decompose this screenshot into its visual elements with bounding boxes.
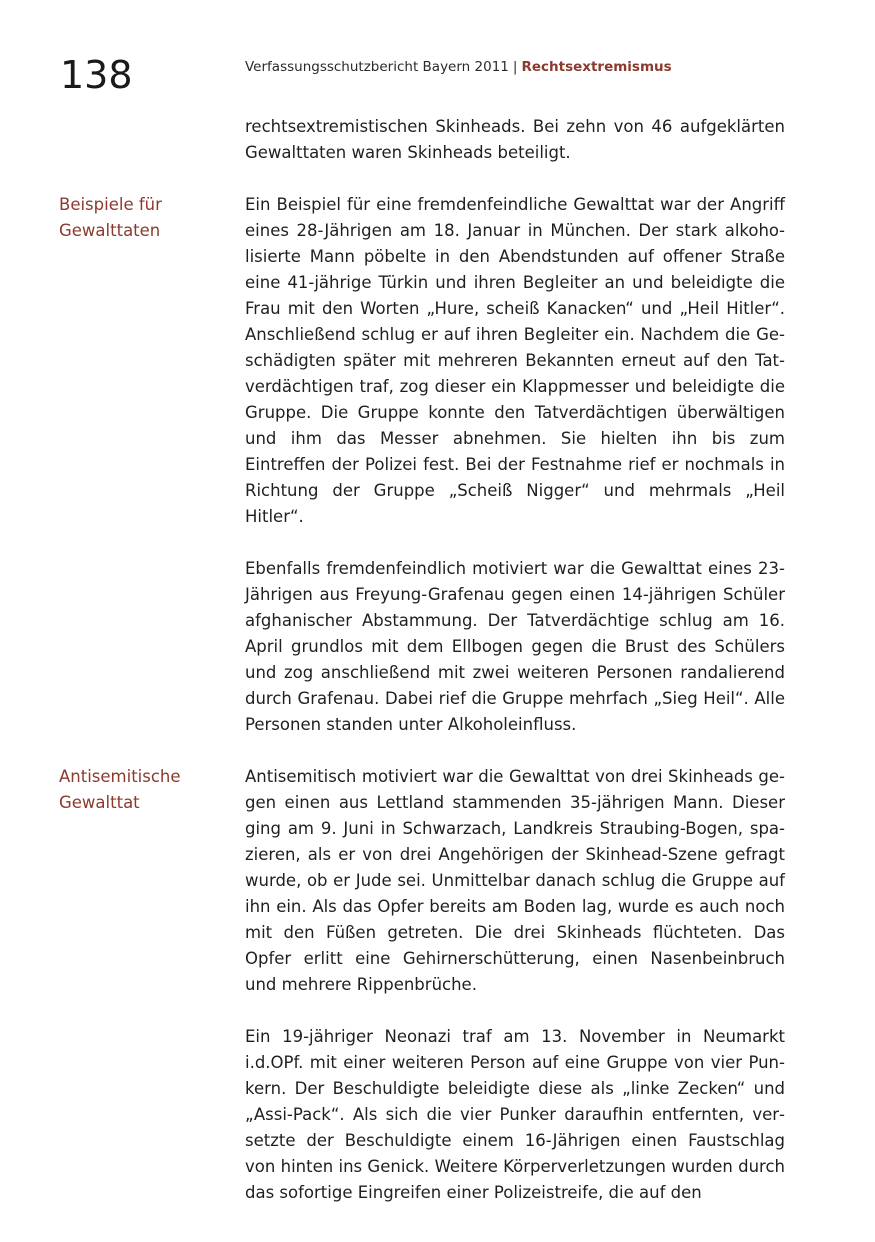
header-separator: | (512, 59, 518, 75)
page-body (0, 114, 875, 1232)
page-number: 138 (60, 53, 133, 97)
body-paragraph: rechtsextremistischen Skinheads. Bei zehn von 46 aufgeklärten Gewalttaten waren Skinheads beteiligt. (245, 117, 785, 162)
body-paragraph: Antisemitisch motiviert war die Gewalttat von drei Skinheads gegen einen aus Lettland stammenden 35-jährigen Mann. Dieser ging am 9. Juni in Schwarzach, Landkreis Straubing-Bogen, spazieren, als er von drei Angehörigen der Skinhead-Szene gefragt wurde, ob er Jude sei. Unmittelbar danach schlug die Gruppe auf ihn ein. Als das Opfer bereits am Boden lag, wurde es auch noch mit den Füßen getreten. Die drei Skinheads flüchteten. Das Opfer erlitt eine Gehirnerschütterung, einen Nasenbeinbruch und mehrere Rippenbrüche. (245, 767, 785, 994)
publication-title: Verfassungsschutzbericht Bayern 2011 (245, 59, 509, 75)
body-paragraph: Ebenfalls fremdenfeindlich motiviert war die Gewalttat eines 23-Jährigen aus Freyung-Grafenau gegen einen 14-jährigen Schüler afghanischer Abstammung. Der Tatverdächtige schlug am 16. April grundlos mit dem Ellbogen gegen die Brust des Schülers und zog anschließend mit zwei weiteren Personen randalierend durch Grafenau. Dabei rief die Gruppe mehrfach „Sieg Heil“. Alle Personen standen unter Alkoholeinfluss. (245, 559, 785, 734)
margin-heading-examples: Beispiele für Gewalttaten (59, 195, 162, 240)
text-block-intro (0, 114, 875, 166)
text-block-examples (0, 192, 875, 738)
margin-heading-antisemitic: Antisemitische Gewalttat (59, 767, 181, 812)
body-paragraph: Ein Beispiel für eine fremdenfeindliche Gewalttat war der Angriff eines 28-Jährigen am 18. Januar in München. Der stark alkoholisierte Mann pöbelte in den Abendstunden auf offener Straße eine 41-jährige Türkin und ihren Begleiter an und beleidigte die Frau mit den Worten „Hure, scheiß Kanacken“ und „Heil Hitler“. Anschließend schlug er auf ihren Begleiter ein. Nachdem die Geschädigten später mit mehreren Bekannten erneut auf den Tatverdächtigen traf, zog dieser ein Klappmesser und beleidigte die Gruppe. Die Gruppe konnte den Tatverdächtigen überwältigen und ihm das Messer abnehmen. Sie hielten ihn bis zum Eintreffen der Polizei fest. Bei der Festnahme rief er nochmals in Richtung der Gruppe „Scheiß Nigger“ und mehrmals „Heil Hitler“. (245, 195, 785, 526)
body-paragraph: Ein 19-jähriger Neonazi traf am 13. November in Neumarkt i.d.OPf. mit einer weiteren Person auf eine Gruppe von vier Punkern. Der Beschuldigte beleidigte diese als „linke Zecken“ und „Assi-Pack“. Als sich die vier Punker daraufhin entfernten, versetzte der Beschuldigte einem 16-Jährigen einen Faustschlag von hinten ins Genick. Weitere Körperverletzungen wurden durch das sofortige Eingreifen einer Polizeistreife, die auf den (245, 1027, 785, 1202)
running-header (245, 58, 672, 76)
text-block-antisemitic (0, 764, 875, 1206)
section-title: Rechtsextremismus (521, 59, 672, 75)
